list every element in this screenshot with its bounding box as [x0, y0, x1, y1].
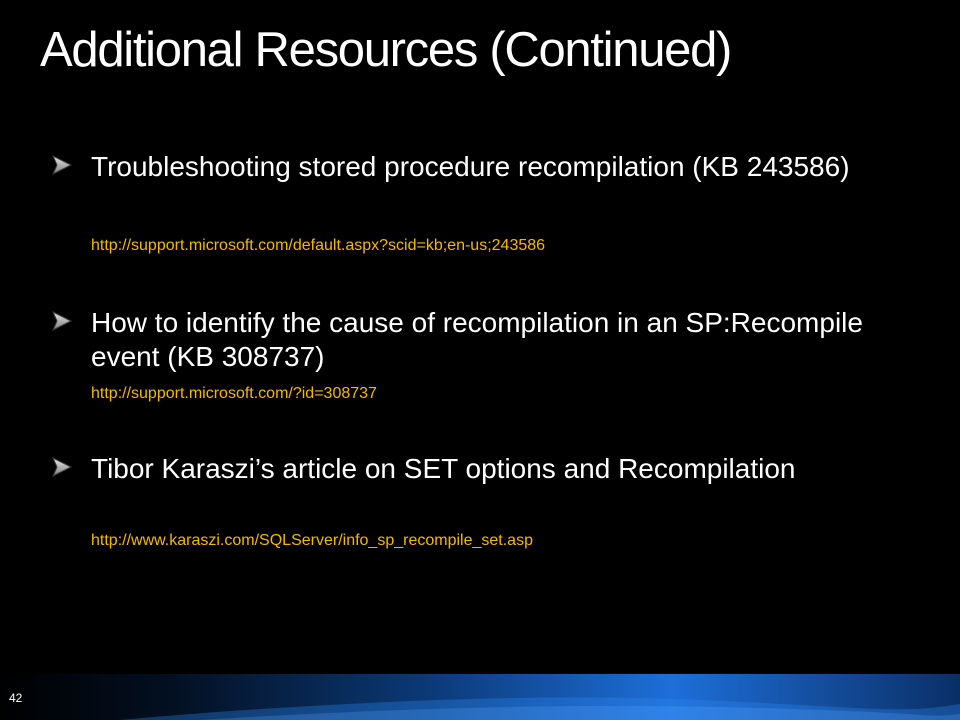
resource-item-link[interactable]: http://www.karaszi.com/SQLServer/info_sp_recompile_set.asp	[91, 532, 533, 549]
page-number: 42	[9, 691, 23, 705]
slide-title: Additional Resources (Continued)	[40, 23, 732, 77]
footer-wave-band	[0, 674, 960, 720]
resource-item-link[interactable]: http://support.microsoft.com/default.aspx?scid=kb;en-us;243586	[91, 237, 546, 254]
resource-item-title: Tibor Karaszi’s article on SET options and Recompilation	[91, 453, 796, 484]
arrow-bullet-icon	[50, 154, 76, 176]
resource-item-title: How to identify the cause of recompilation in an SP:Recompile event (KB 308737)	[91, 307, 863, 372]
arrow-bullet-icon	[50, 456, 76, 478]
resource-item-title: Troubleshooting stored procedure recompilation (KB 243586)	[91, 151, 850, 182]
resource-item-link[interactable]: http://support.microsoft.com/?id=308737	[91, 385, 377, 402]
arrow-bullet-icon	[50, 310, 76, 332]
